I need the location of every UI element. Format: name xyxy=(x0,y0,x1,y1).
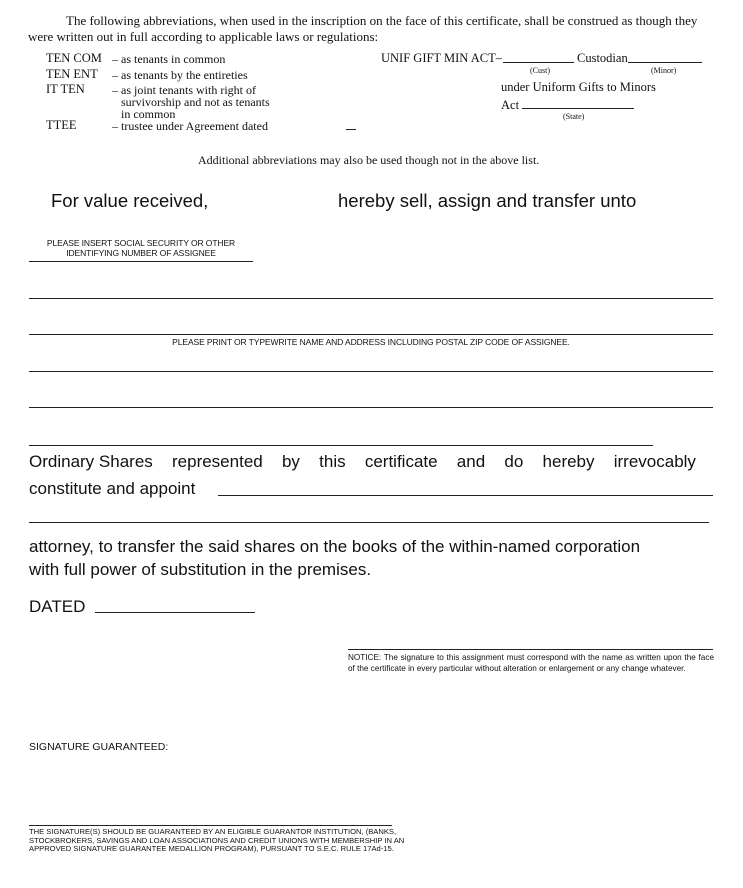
shares-word: represented xyxy=(172,452,263,471)
ugma-label: UNIF GIFT MIN ACT– xyxy=(381,51,502,65)
shares-word: Ordinary Shares xyxy=(29,452,153,471)
value-received-text: For value received, xyxy=(51,190,209,211)
attorney-name-line[interactable] xyxy=(218,495,713,496)
assignee-line-3[interactable] xyxy=(29,371,713,372)
ugma-custodian-blank[interactable] xyxy=(503,62,574,63)
abbr-key-ttee: TTEE xyxy=(46,118,77,132)
shares-word: by xyxy=(281,452,300,471)
shares-word: do xyxy=(504,452,524,471)
attorney-text-line2: with full power of substitution in the premises. xyxy=(29,560,372,579)
guarantor-signature-line[interactable] xyxy=(29,825,392,826)
guarantee-fine-print: THE SIGNATURE(S) SHOULD BE GUARANTEED BY AN ELIGIBLE GUARANTOR INSTITUTION, (BANKS, STOCKBROKERS, SAVINGS AND LOAN ASSOCIATIONS AND CREDIT UNIONS WITH MEMBERSHIP IN AN APPROVED SIGNATURE GUARANTEE MEDALLION PROGRAM), PURSUANT TO S.E.C. RULE 17Ad-15. xyxy=(29,827,405,853)
attorney-line-2[interactable] xyxy=(29,522,709,523)
ssn-caption-line2: IDENTIFYING NUMBER OF ASSIGNEE xyxy=(66,248,216,258)
assignee-line-4[interactable] xyxy=(29,407,713,408)
ugma-under-text: under Uniform Gifts to Minors xyxy=(501,80,656,94)
signature-guaranteed-label: SIGNATURE GUARANTEED: xyxy=(29,741,169,753)
notice-text: NOTICE: The signature to this assignment must correspond with the name as written upon the face of the certificate in every particular without alteration or enlargement or any change whatever. xyxy=(348,653,714,673)
ugma-act-label: Act xyxy=(501,98,520,112)
ugma-minor-blank[interactable] xyxy=(628,62,702,63)
assignee-line-2[interactable] xyxy=(29,334,713,335)
shares-sentence xyxy=(29,452,696,472)
ttee-date-blank[interactable] xyxy=(346,129,356,130)
shares-word: irrevocably xyxy=(613,452,696,471)
attorney-text-line1: attorney, to transfer the said shares on the books of the within-named corporation xyxy=(29,537,641,556)
ugma-cust-caption: (Cust) xyxy=(530,66,550,75)
intro-paragraph: The following abbreviations, when used in the inscription on the face of this certificate, shall be construed as though they were written out in full according to applicable laws or regulations: xyxy=(28,13,698,44)
abbr-value-ttee: – trustee under Agreement dated xyxy=(112,119,268,133)
shares-word: hereby xyxy=(542,452,595,471)
ugma-minor-caption: (Minor) xyxy=(651,66,677,75)
ugma-state-caption: (State) xyxy=(563,112,585,121)
dated-field-line[interactable] xyxy=(95,612,255,613)
abbr-value-ten-com: – as tenants in common xyxy=(112,52,226,66)
ssn-caption-line1: PLEASE INSERT SOCIAL SECURITY OR OTHER xyxy=(46,238,236,248)
ugma-state-blank[interactable] xyxy=(522,108,634,109)
sell-assign-transfer-text: hereby sell, assign and transfer unto xyxy=(338,190,637,211)
shares-word: this xyxy=(319,452,346,471)
constitute-appoint-text: constitute and appoint xyxy=(29,479,196,498)
shares-word: certificate xyxy=(364,452,438,471)
abbr-value-it-ten-line3: in common xyxy=(121,107,176,121)
abbr-value-ten-ent: – as tenants by the entireties xyxy=(112,68,248,82)
abbr-value-it-ten-line2: survivorship and not as tenants xyxy=(121,95,270,109)
abbr-key-ten-ent: TEN ENT xyxy=(46,67,98,81)
ugma-custodian-label: Custodian xyxy=(577,51,628,65)
additional-abbreviations-note: Additional abbreviations may also be used though not in the above list. xyxy=(198,153,540,167)
ssn-field-line[interactable] xyxy=(29,261,253,262)
abbr-value-it-ten: – as joint tenants with right of xyxy=(112,83,256,97)
assignee-line-1[interactable] xyxy=(29,298,713,299)
abbr-key-ten-com: TEN COM xyxy=(46,51,102,65)
address-caption: PLEASE PRINT OR TYPEWRITE NAME AND ADDRESS INCLUDING POSTAL ZIP CODE OF ASSIGNEE. xyxy=(172,337,570,347)
shares-count-line[interactable] xyxy=(29,445,653,446)
abbr-key-it-ten: IT TEN xyxy=(46,82,85,96)
dated-label: DATED xyxy=(29,597,86,616)
signature-line[interactable] xyxy=(348,649,713,650)
shares-word: and xyxy=(456,452,486,471)
